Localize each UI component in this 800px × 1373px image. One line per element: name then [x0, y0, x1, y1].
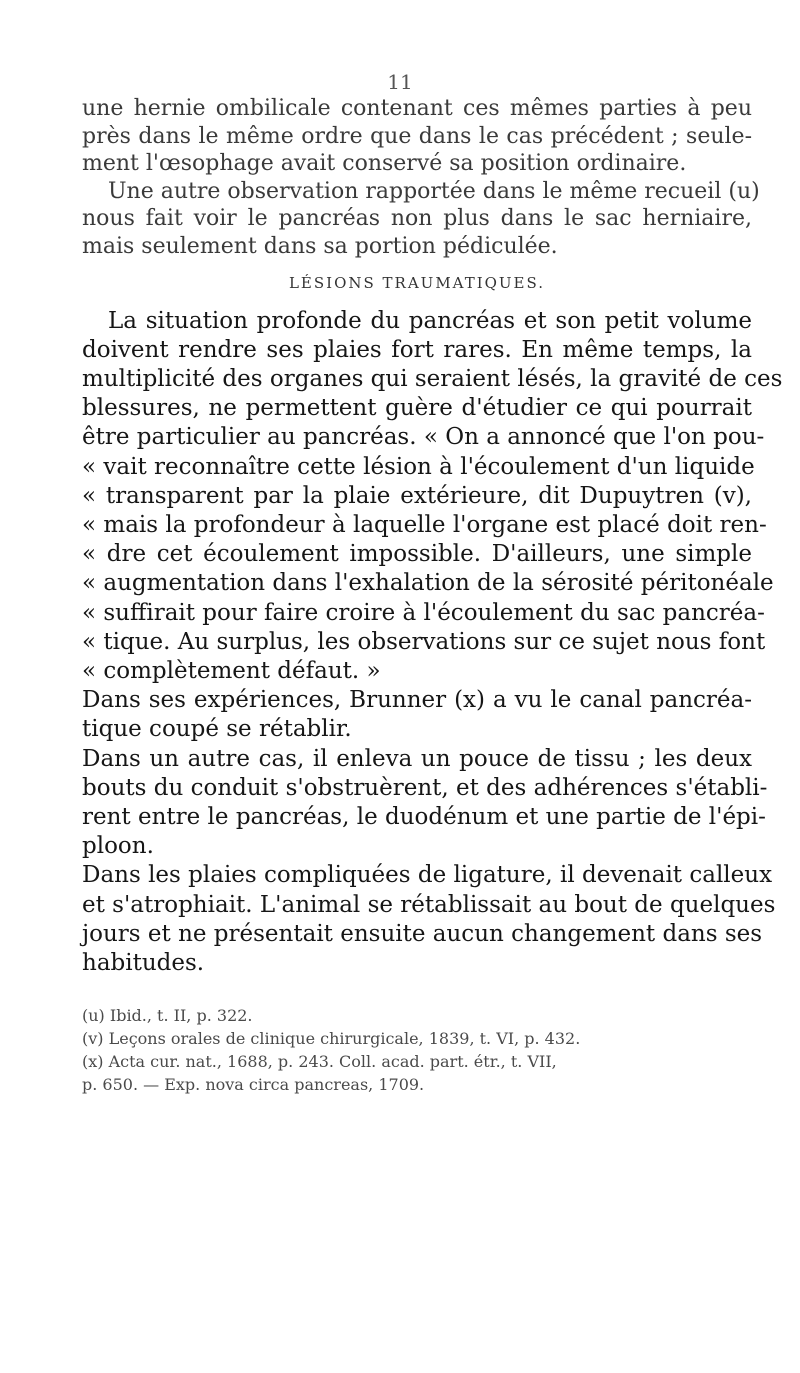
paragraph-hernia — [82, 95, 760, 261]
text-line: nous fait voir le pancréas non plus dans le sac herniaire, — [82, 206, 752, 232]
text-line: multiplicité des organes qui seraient lésés, la gravité de ces — [82, 365, 783, 392]
page-text — [82, 95, 783, 1096]
page-number: 11 — [387, 70, 413, 94]
text-line: tique coupé se rétablir. — [82, 716, 352, 743]
text-line: Dans ses expériences, Brunner (x) a vu le canal pancréa- — [82, 687, 752, 714]
text-line: bouts du conduit s'obstruèrent, et des adhérences s'établi- — [82, 774, 768, 801]
text-line: être particulier au pancréas. « On a annoncé que l'on pou- — [82, 424, 765, 451]
text-line: « transparent par la plaie extérieure, dit Dupuytren (v), — [82, 482, 752, 509]
text-line: jours et ne présentait ensuite aucun changement dans ses — [82, 920, 763, 947]
footnote: (v) Leçons orales de clinique chirurgicale, 1839, t. VI, p. 432. — [82, 1029, 581, 1049]
text-line: et s'atrophiait. L'animal se rétablissait au bout de quelques — [82, 891, 776, 918]
text-line: Dans les plaies compliquées de ligature, il devenait calleux — [82, 862, 773, 889]
paragraph-lesions — [82, 307, 783, 979]
text-line: près dans le même ordre que dans le cas précédent ; seule- — [82, 123, 752, 149]
footnote: (x) Acta cur. nat., 1688, p. 243. Coll. acad. part. étr., t. VII, — [82, 1052, 557, 1072]
text-line: La situation profonde du pancréas et son petit volume — [108, 307, 752, 334]
text-line: habitudes. — [82, 950, 205, 977]
text-line: Une autre observation rapportée dans le même recueil (u) — [108, 178, 760, 204]
text-line: « tique. Au surplus, les observations sur ce sujet nous font — [82, 628, 766, 655]
text-line: doivent rendre ses plaies fort rares. En même temps, la — [82, 336, 752, 363]
text-line: « suffirait pour faire croire à l'écoulement du sac pancréa- — [82, 599, 765, 626]
text-line: Dans un autre cas, il enleva un pouce de tissu ; les deux — [82, 745, 752, 772]
section-heading: LÉSIONS TRAUMATIQUES. — [288, 273, 546, 292]
text-line: une hernie ombilicale contenant ces mêmes parties à peu — [82, 96, 752, 121]
footnotes — [82, 1004, 752, 1096]
text-line: rent entre le pancréas, le duodénum et une partie de l'épi- — [82, 804, 766, 831]
text-line: « vait reconnaître cette lésion à l'écoulement d'un liquide — [82, 453, 755, 480]
text-line: blessures, ne permettent guère d'étudier ce qui pourrait — [82, 395, 752, 422]
footnote: (u) Ibid., t. II, p. 322. — [82, 1006, 253, 1026]
text-line: « mais la profondeur à laquelle l'organe est placé doit ren- — [82, 511, 767, 538]
text-line: ploon. — [82, 833, 154, 860]
footnote: p. 650. — Exp. nova circa pancreas, 1709. — [82, 1075, 425, 1095]
text-line: mais seulement dans sa portion pédiculée. — [82, 233, 558, 259]
text-line: « dre cet écoulement impossible. D'ailleurs, une simple — [82, 541, 752, 568]
text-line: ment l'œsophage avait conservé sa position ordinaire. — [82, 151, 687, 177]
text-line: « complètement défaut. » — [82, 658, 381, 684]
text-line: « augmentation dans l'exhalation de la sérosité péritonéale — [82, 570, 774, 597]
